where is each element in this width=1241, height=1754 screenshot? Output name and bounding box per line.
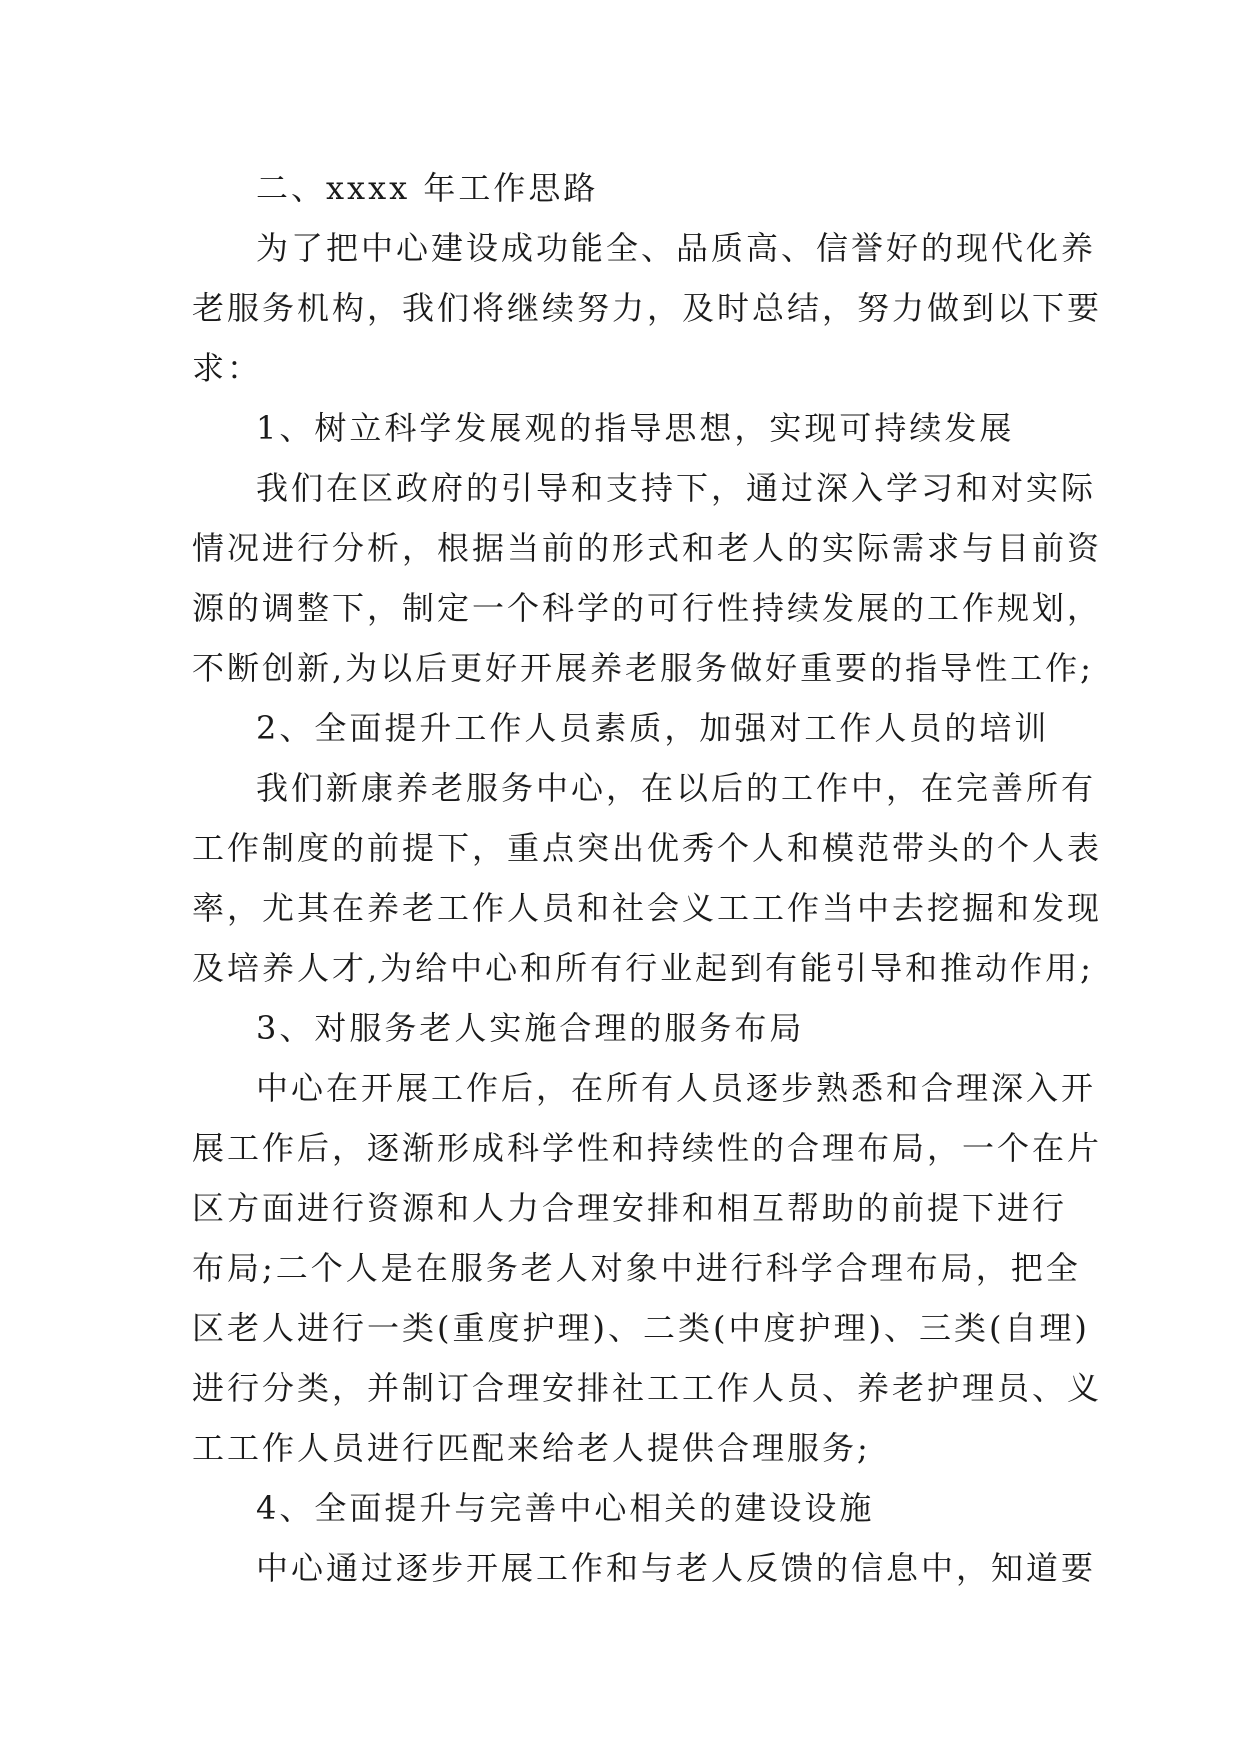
paragraph-line: 情况进行分析，根据当前的形式和老人的实际需求与目前资 (192, 529, 1103, 567)
paragraph-line: 我们在区政府的引导和支持下，通过深入学习和对实际 (256, 469, 1097, 507)
paragraph-line: 区老人进行一类(重度护理)、二类(中度护理)、三类(自理) (192, 1309, 1090, 1347)
paragraph-line: 为了把中心建设成功能全、品质高、信誉好的现代化养 (256, 229, 1097, 267)
paragraph-line: 不断创新,为以后更好开展养老服务做好重要的指导性工作; (192, 649, 1094, 687)
paragraph-line: 工工作人员进行匹配来给老人提供合理服务; (192, 1429, 871, 1467)
paragraph-line: 进行分类，并制订合理安排社工工作人员、养老护理员、义 (192, 1369, 1103, 1407)
paragraph-line: 展工作后，逐渐形成科学性和持续性的合理布局，一个在片 (192, 1129, 1103, 1167)
paragraph-line: 老服务机构，我们将继续努力，及时总结，努力做到以下要 (192, 289, 1103, 327)
paragraph-line: 区方面进行资源和人力合理安排和相互帮助的前提下进行 (192, 1189, 1068, 1227)
paragraph-line: 求： (192, 349, 263, 387)
subheading-3: 3、对服务老人实施合理的服务布局 (256, 1009, 805, 1047)
paragraph-line: 中心在开展工作后，在所有人员逐步熟悉和合理深入开 (256, 1069, 1097, 1107)
paragraph-line: 布局;二个人是在服务老人对象中进行科学合理布局，把全 (192, 1249, 1081, 1287)
paragraph-line: 工作制度的前提下，重点突出优秀个人和模范带头的个人表 (192, 829, 1103, 867)
subheading-4: 4、全面提升与完善中心相关的建设设施 (256, 1489, 875, 1527)
paragraph-line: 我们新康养老服务中心，在以后的工作中，在完善所有 (256, 769, 1097, 807)
paragraph-line: 源的调整下，制定一个科学的可行性持续发展的工作规划， (192, 589, 1103, 627)
subheading-2: 2、全面提升工作人员素质，加强对工作人员的培训 (256, 709, 1050, 747)
subheading-1: 1、树立科学发展观的指导思想，实现可持续发展 (256, 409, 1015, 447)
paragraph-line: 率，尤其在养老工作人员和社会义工工作当中去挖掘和发现 (192, 889, 1103, 927)
document-body (192, 158, 1103, 1598)
paragraph-line: 中心通过逐步开展工作和与老人反馈的信息中，知道要 (256, 1549, 1097, 1587)
paragraph-line: 及培养人才,为给中心和所有行业起到有能引导和推动作用; (192, 949, 1094, 987)
section-heading: 二、xxxx 年工作思路 (256, 169, 599, 207)
